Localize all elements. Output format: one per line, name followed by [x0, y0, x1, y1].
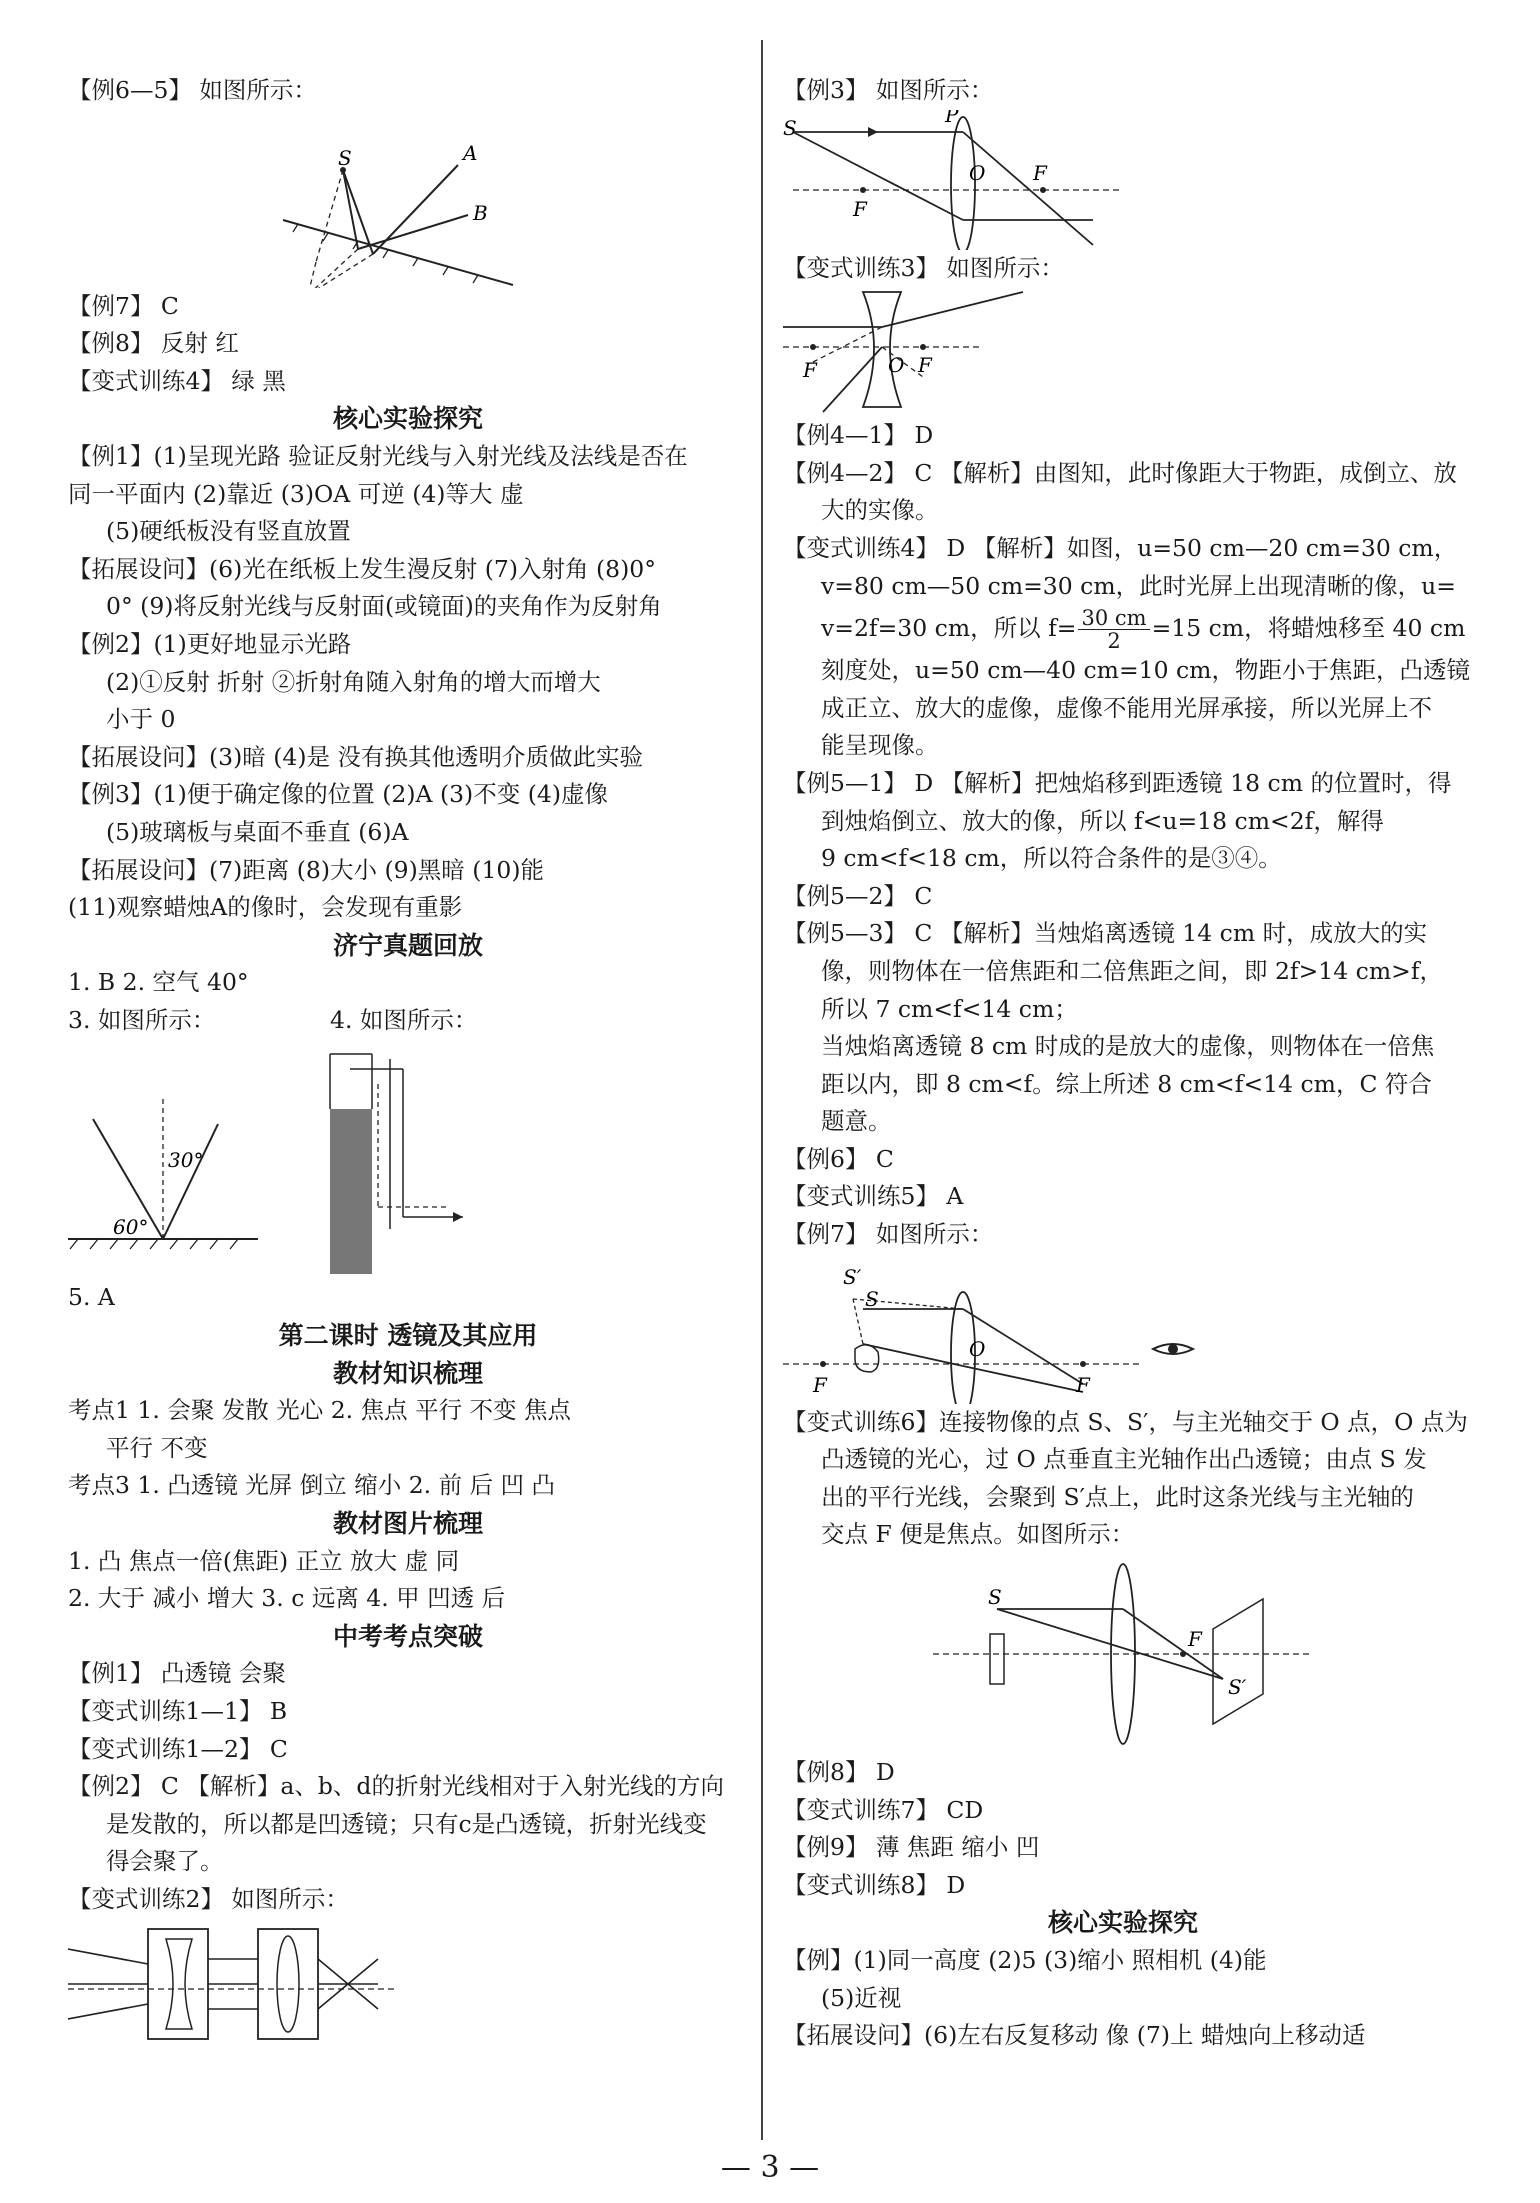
text-line: 交点 F 便是焦点。如图所示：: [821, 1520, 1135, 1549]
label-s: S: [783, 115, 797, 140]
label-s-prime: S′: [843, 1264, 862, 1289]
label-60deg: 60°: [113, 1215, 149, 1240]
section-heading: 教材图片梳理: [332, 1509, 483, 1539]
label-s-prime: S′: [1228, 1675, 1247, 1700]
text-line: 【拓展设问】(6)光在纸板上发生漫反射 (7)入射角 (8)0°: [68, 554, 657, 583]
label-p: P: [945, 109, 959, 127]
text-line: 5. A: [68, 1283, 115, 1312]
label-f: F: [1076, 1372, 1090, 1397]
section-heading: 中考考点突破: [332, 1621, 483, 1651]
text-line: 同一平面内 (2)靠近 (3)OA 可逆 (4)等大 虚: [68, 479, 524, 508]
label-f: F: [853, 196, 867, 221]
text-line: 【拓展设问】(3)暗 (4)是 没有换其他透明介质做此实验: [68, 742, 644, 771]
text-line: (2)①反射 折射 ②折射角随入射角的增大而增大: [106, 667, 601, 696]
column-divider: [761, 40, 763, 2140]
label-30deg: 30°: [168, 1148, 204, 1173]
label-a: A: [463, 140, 478, 165]
text-line: 【例8】 D: [783, 1758, 895, 1787]
text-line: 能呈现像。: [821, 731, 939, 760]
text-line: (11)观察蜡烛A的像时，会发现有重影: [68, 893, 463, 922]
text-line: 【变式训练4】 D 【解析】如图，u=50 cm—20 cm=30 cm，: [783, 533, 1458, 562]
section-heading: 核心实验探究: [332, 404, 483, 434]
section-heading: 教材知识梳理: [332, 1358, 483, 1388]
text-line: 成正立、放大的虚像，虚像不能用光屏承接，所以光屏上不: [821, 693, 1432, 722]
label-s: S: [865, 1286, 879, 1311]
q4-label: 4. 如图所示：: [330, 1005, 478, 1034]
text-line: 【变式训练1—2】 C: [68, 1734, 288, 1763]
text-line: 0° (9)将反射光线与反射面(或镜面)的夹角作为反射角: [106, 592, 662, 621]
label-f: F: [813, 1372, 827, 1397]
label-f: F: [1188, 1627, 1202, 1652]
text-line: 【变式训练5】 A: [783, 1182, 964, 1211]
text-line: 【例4—2】 C 【解析】由图知，此时像距大于物距，成倒立、放: [783, 458, 1457, 487]
text-line: (5)硬纸板没有竖直放置: [106, 517, 351, 546]
text-line: 【例5—3】 C 【解析】当烛焰离透镜 14 cm 时，成放大的实: [783, 919, 1428, 948]
text-line: v=80 cm—50 cm=30 cm，此时光屏上出现清晰的像，u=: [821, 571, 1456, 600]
figure-lens-boxes: [68, 1919, 748, 2049]
text-line: 题意。: [821, 1107, 892, 1136]
text-line: 【例2】 C 【解析】a、b、d的折射光线相对于入射光线的方向: [68, 1772, 724, 1801]
text-line: 【变式训练4】 绿 黑: [68, 366, 286, 395]
text-line: 距以内，即 8 cm<f。综上所述 8 cm<f<14 cm，C 符合: [821, 1069, 1432, 1098]
text-line: 【例4—1】 D: [783, 421, 934, 450]
section-heading: 第二课时 透镜及其应用: [278, 1321, 538, 1351]
fraction-denominator: 2: [1107, 629, 1121, 654]
text-line: 【变式训练8】 D: [783, 1870, 966, 1899]
text-line: 考点1 1. 会聚 发散 光心 2. 焦点 平行 不变 焦点: [68, 1396, 572, 1425]
text-line: 出的平行光线，会聚到 S′点上，此时这条光线与主光轴的: [821, 1482, 1414, 1511]
section-heading: 济宁真题回放: [332, 930, 483, 960]
formula-suffix: =15 cm，将蜡烛移至 40 cm: [1151, 614, 1466, 643]
text-line: 【例2】(1)更好地显示光路: [68, 629, 352, 658]
text-line: 得会聚了。: [106, 1847, 224, 1876]
figure-lens-screen: [783, 1554, 1463, 1754]
text-line: 【例5—2】 C: [783, 881, 933, 910]
text-line: 凸透镜的光心，过 O 点垂直主光轴作出凸透镜；由点 S 发: [821, 1445, 1427, 1474]
text-line: 【拓展设问】(7)距离 (8)大小 (9)黑暗 (10)能: [68, 855, 545, 884]
figure-convex-lens-eye: [783, 1254, 1463, 1404]
text-line: 2. 大于 减小 增大 3. c 远离 4. 甲 凹透 后: [68, 1584, 506, 1613]
section-heading: 核心实验探究: [1047, 1908, 1198, 1938]
text-line: 9 cm<f<18 cm，所以符合条件的是③④。: [821, 844, 1282, 873]
figure-concave-lens: [783, 287, 1463, 417]
label-b: B: [473, 200, 488, 225]
fraction: [1078, 607, 1149, 652]
figure-mirror-reflection: [68, 110, 748, 288]
label-f: F: [1033, 160, 1047, 185]
page-number: — 3 —: [720, 2150, 820, 2185]
right-column: [783, 72, 1470, 2055]
text-line: 【例6—5】 如图所示：: [68, 76, 317, 104]
text-line: 1. 凸 焦点一倍(焦距) 正立 放大 虚 同: [68, 1546, 460, 1575]
figure-convex-lens-ex3: [783, 110, 1463, 250]
text-line: 刻度处，u=50 cm—40 cm=10 cm，物距小于焦距，凸透镜: [821, 656, 1470, 685]
text-line: 到烛焰倒立、放大的像，所以 f<u=18 cm<2f，解得: [821, 806, 1384, 835]
left-column: [68, 72, 748, 2049]
label-o: O: [969, 160, 986, 185]
text-line: 小于 0: [106, 705, 176, 734]
text-line: 【例7】 如图所示：: [783, 1220, 994, 1249]
text-line: (5)近视: [821, 1983, 902, 2012]
text-line: 【拓展设问】(6)左右反复移动 像 (7)上 蜡烛向上移动适: [783, 2021, 1366, 2050]
text-line: 【变式训练6】连接物像的点 S、S′，与主光轴交于 O 点，O 点为: [783, 1407, 1468, 1436]
text-line: 【例1】 凸透镜 会聚: [68, 1659, 286, 1688]
text-line: 当烛焰离透镜 8 cm 时成的是放大的虚像，则物体在一倍焦: [821, 1032, 1435, 1061]
text-line: (5)玻璃板与桌面不垂直 (6)A: [106, 817, 409, 846]
text-line: [68, 1002, 748, 1040]
text-line: 【例9】 薄 焦距 缩小 凹: [783, 1833, 1040, 1862]
text-line: 是发散的，所以都是凹透镜；只有c是凸透镜，折射光线变: [106, 1809, 707, 1838]
text-line: 【变式训练1—1】 B: [68, 1697, 288, 1725]
text-line: 所以 7 cm<f<14 cm；: [821, 994, 1078, 1023]
text-line: 【例6】 C: [783, 1144, 894, 1173]
text-line: 【例3】(1)便于确定像的位置 (2)A (3)不变 (4)虚像: [68, 780, 608, 809]
text-line: 平行 不变: [106, 1433, 208, 1462]
label-o: O: [969, 1336, 986, 1361]
label-f: F: [918, 353, 932, 378]
fraction-numerator: 30 cm: [1078, 607, 1149, 630]
label-s: S: [338, 145, 352, 170]
text-line: [783, 605, 1466, 654]
text-line: 【例1】(1)呈现光路 验证反射光线与入射光线及法线是否在: [68, 441, 688, 470]
text-line: 【例8】 反射 红: [68, 329, 239, 358]
text-line: 【例】(1)同一高度 (2)5 (3)缩小 照相机 (4)能: [783, 1946, 1267, 1974]
label-s: S: [988, 1585, 1002, 1610]
text-line: 像，则物体在一倍焦距和二倍焦距之间，即 2f>14 cm>f，: [821, 956, 1444, 985]
text-line: 【变式训练7】 CD: [783, 1795, 984, 1824]
text-line: 【例3】 如图所示：: [783, 76, 994, 104]
formula-prefix: v=2f=30 cm，所以 f=: [821, 614, 1077, 643]
figure-reflection-angles: [68, 1039, 748, 1279]
text-line: 1. B 2. 空气 40°: [68, 968, 249, 997]
text-line: 【变式训练2】 如图所示：: [68, 1884, 349, 1913]
text-line: 【例5—1】 D 【解析】把烛焰移到距透镜 18 cm 的位置时，得: [783, 768, 1452, 797]
q3-label: 3. 如图所示：: [68, 1005, 216, 1034]
label-o: O: [888, 353, 905, 378]
text-line: 考点3 1. 凸透镜 光屏 倒立 缩小 2. 前 后 凹 凸: [68, 1471, 555, 1500]
text-line: 大的实像。: [821, 496, 939, 525]
text-line: 【变式训练3】 如图所示：: [783, 253, 1064, 282]
label-f: F: [803, 358, 817, 383]
text-line: 【例7】 C: [68, 291, 179, 320]
